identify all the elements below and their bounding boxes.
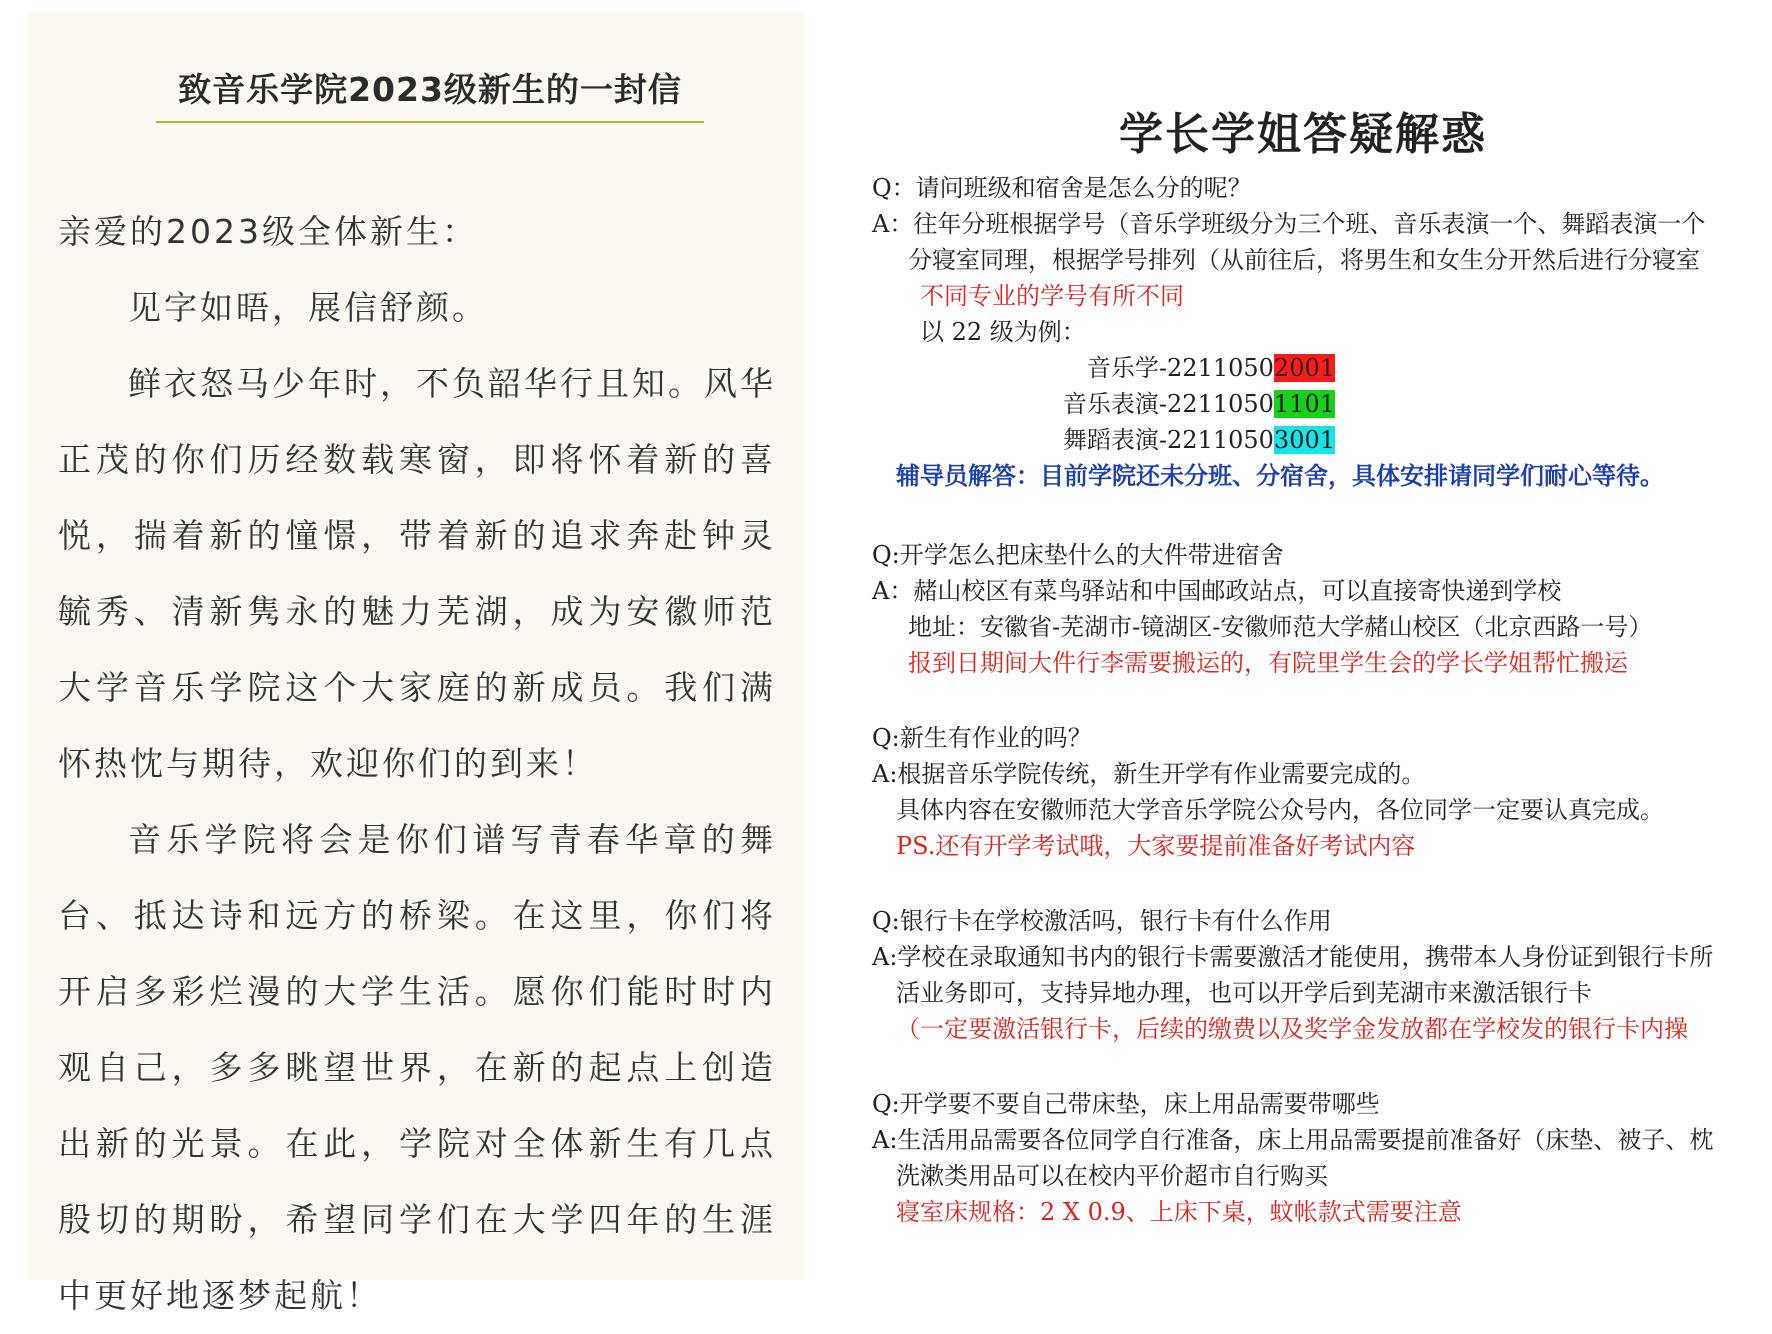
faq-question: Q：请问班级和宿舍是怎么分的呢？ bbox=[872, 174, 1252, 202]
letter-paragraph: 音乐学院将会是你们谱写青春华章的舞台、抵达诗和远方的桥梁。在这里，你们将开启多彩烂漫的大学生活。愿你们能时时内观自己，多多眺望世界，在新的起点上创造出新的光景。在此，学院对全体新生有几点殷切的期盼，希望同学们在大学四年的生涯中更好地逐梦起航！ bbox=[58, 820, 776, 1315]
letter-salutation: 亲爱的2023级全体新生： bbox=[58, 212, 478, 251]
faq-question: Q:开学怎么把床垫什么的大件带进宿舍 bbox=[872, 541, 1284, 569]
faq-answer: A:生活用品需要各位同学自行准备，床上用品需要提前准备好（床垫、被子、枕 bbox=[872, 1126, 1714, 1154]
letter-paragraph: 见字如晤，展信舒颜。 bbox=[128, 288, 488, 327]
faq-note: 报到日期间大件行李需要搬运的，有院里学生会的学长学姐帮忙搬运 bbox=[908, 649, 1628, 677]
faq-answer: A：往年分班根据学号（音乐学班级分为三个班、音乐表演一个、舞蹈表演一个 bbox=[872, 210, 1706, 238]
student-id-suffix: 2001 bbox=[1273, 354, 1335, 382]
faq-question: Q:银行卡在学校激活吗，银行卡有什么作用 bbox=[872, 907, 1332, 935]
letter-paragraph: 鲜衣怒马少年时，不负韶华行且知。风华正茂的你们历经数载寒窗，即将怀着新的喜悦，揣着新的憧憬，带着新的追求奔赴钟灵毓秀、清新隽永的魅力芜湖，成为安徽师范大学音乐学院这个大家庭的新成员。我们满怀热忱与期待，欢迎你们的到来！ bbox=[58, 364, 776, 783]
letter-body bbox=[58, 194, 776, 1334]
faq-title: 学长学姐答疑解惑 bbox=[1119, 109, 1487, 160]
student-id-suffix: 1101 bbox=[1273, 390, 1335, 418]
faq-example: 以 22 级为例： bbox=[920, 318, 1086, 346]
faq-note: PS.还有开学考试哦，大家要提前准备好考试内容 bbox=[896, 832, 1416, 860]
student-id-label: 音乐学-2211050 bbox=[1086, 354, 1274, 382]
student-id-label: 舞蹈表演-2211050 bbox=[1062, 426, 1274, 454]
faq-item-bank-card bbox=[872, 903, 1772, 1047]
faq-item-homework bbox=[872, 720, 1772, 864]
faq-item-class-dorm bbox=[872, 170, 1772, 494]
faq-note: 寝室床规格：2 X 0.9、上床下桌，蚊帐款式需要注意 bbox=[896, 1198, 1462, 1226]
faq-item-luggage bbox=[872, 537, 1772, 681]
faq-answer: A:学校在录取通知书内的银行卡需要激活才能使用，携带本人身份证到银行卡所 bbox=[872, 943, 1714, 971]
faq-item-bedding bbox=[872, 1086, 1772, 1230]
faq-question: Q:开学要不要自己带床垫，床上用品需要带哪些 bbox=[872, 1090, 1380, 1118]
faq-answer: A:根据音乐学院传统，新生开学有作业需要完成的。 bbox=[872, 760, 1426, 788]
faq-question: Q:新生有作业的吗？ bbox=[872, 724, 1092, 752]
faq-panel bbox=[860, 0, 1714, 1280]
letter-panel bbox=[28, 12, 804, 1315]
faq-answer: 地址：安徽省-芜湖市-镜湖区-安徽师范大学赭山校区（北京西路一号） bbox=[908, 613, 1653, 641]
student-id-label: 音乐表演-2211050 bbox=[1062, 390, 1274, 418]
faq-answer: 具体内容在安徽师范大学音乐学院公众号内，各位同学一定要认真完成。 bbox=[896, 796, 1664, 824]
student-id-suffix: 3001 bbox=[1273, 426, 1335, 454]
student-id-row bbox=[872, 422, 1335, 458]
faq-note: （一定要激活银行卡，后续的缴费以及奖学金发放都在学校发的银行卡内操 bbox=[896, 1015, 1688, 1043]
student-id-row bbox=[872, 350, 1335, 386]
counselor-answer: 辅导员解答：目前学院还未分班、分宿舍，具体安排请同学们耐心等待。 bbox=[896, 461, 1664, 490]
faq-answer: 活业务即可，支持异地办理，也可以开学后到芜湖市来激活银行卡 bbox=[896, 979, 1592, 1007]
student-id-row bbox=[872, 386, 1335, 422]
faq-answer: 洗漱类用品可以在校内平价超市自行购买 bbox=[896, 1162, 1328, 1190]
faq-answer: A：赭山校区有菜鸟驿站和中国邮政站点，可以直接寄快递到学校 bbox=[872, 577, 1562, 605]
letter-title: 致音乐学院2023级新生的一封信 bbox=[156, 64, 704, 123]
faq-answer: 分寝室同理，根据学号排列（从前往后，将男生和女生分开然后进行分寝室 bbox=[908, 246, 1700, 274]
faq-note: 不同专业的学号有所不同 bbox=[920, 282, 1184, 310]
